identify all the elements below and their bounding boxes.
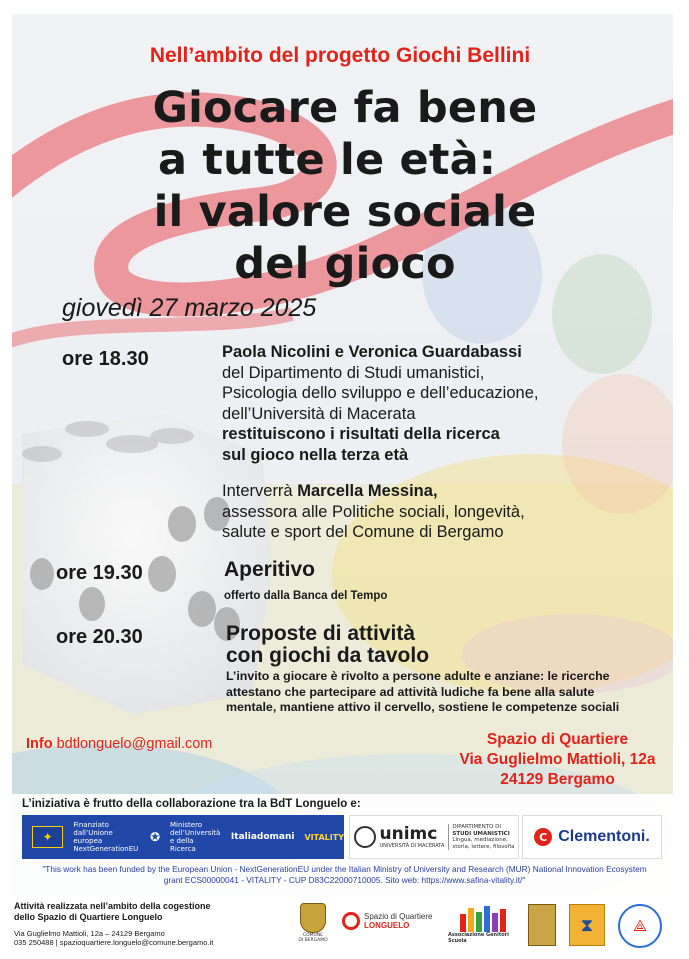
description-line: attestano che partecipare ad attività ludiche fa bene alla salute	[226, 684, 595, 699]
italy-emblem-icon: ✪	[149, 830, 161, 844]
affiliation-line: del Dipartimento di Studi umanistici,	[222, 363, 485, 382]
event-time-1830: ore 18.30	[62, 348, 149, 370]
title-line: del gioco	[234, 239, 456, 289]
dept-line: Lingua, mediazione,	[452, 837, 508, 843]
eu-text-line: dall’Unione europea	[73, 829, 113, 845]
hourglass-logo-icon: ⧗	[569, 904, 605, 946]
description-line: L’invito a giocare è rivolto a persone adulte e anziane: le ricerche	[226, 669, 610, 683]
footer-credits	[14, 901, 274, 947]
description-line: mentale, mantiene attivo il cervello, sostiene le competenze sociali	[226, 700, 620, 714]
funding-line: "This work has been funded by the European Union - NextGenerationEU under the Italian Ministry of University and Research (MUR) National Innovation Ecosystem	[42, 864, 647, 874]
intervention-name: Marcella Messina,	[297, 482, 438, 500]
event-time-1930: ore 19.30	[56, 562, 143, 584]
sdq-line: LONGUELO	[364, 921, 410, 930]
aperitivo-note: offerto dalla Banca del Tempo	[224, 590, 388, 602]
intervention-line: assessora alle Politiche sociali, longevità,	[222, 502, 525, 521]
ministry-text-line: Ministero	[170, 821, 203, 829]
affiliation-line: Psicologia dello sviluppo e dell’educazione,	[222, 384, 539, 402]
venue-line: Spazio di Quartiere	[486, 731, 629, 748]
unimc-wordmark	[379, 823, 445, 849]
dept-line: storia, lettere, filosofia	[452, 843, 515, 850]
assoc-text: Associazione Genitori Scuola	[448, 932, 509, 944]
clementoni-icon: C	[534, 828, 552, 846]
info-label: Info	[26, 736, 53, 752]
unimc-sub: UNIVERSITÀ DI MACERATA	[379, 842, 445, 849]
clementoni-text: Clementoni.	[558, 828, 650, 845]
event-1-details	[222, 342, 642, 543]
coat-of-arms-icon	[300, 903, 326, 933]
ministry-text-line: e della Ricerca	[170, 837, 196, 853]
event-time-2030: ore 20.30	[56, 626, 143, 648]
activities-title-line: con giochi da tavolo	[226, 644, 430, 667]
italiadomani-logo: Italiadomani	[230, 832, 295, 842]
unimc-seal-icon	[354, 826, 376, 848]
project-subtitle: Nell’ambito del progetto Giochi Bellini	[149, 44, 531, 67]
sdq-line: Spazio di Quartiere	[364, 912, 433, 921]
vitality-logo: VITALITY	[304, 832, 344, 842]
community-badge-icon: ⟁	[618, 904, 662, 948]
dept-text	[448, 824, 514, 850]
eu-flag-icon: ✦	[32, 826, 63, 848]
activities-description	[226, 669, 666, 716]
footer-bold-line: Attività realizzata nell’ambito della cogestione	[14, 901, 211, 911]
unimc-text: unimc	[379, 823, 438, 844]
dept-line: DIPARTIMENTO DI	[452, 824, 501, 830]
intervention-prefix: Interverrà	[222, 482, 298, 500]
book-logo-icon	[528, 904, 556, 946]
comune-line: COMUNE	[302, 933, 324, 938]
eu-text-line: NextGenerationEU	[73, 845, 139, 853]
title-line: a tutte le età:	[158, 135, 497, 185]
page-title	[110, 82, 580, 290]
comune-text	[298, 933, 327, 943]
event-date: giovedì 27 marzo 2025	[62, 294, 317, 322]
funding-line: grant ECS00000041 - VITALITY - CUP D83C22000710005. Sito web: https://www.safina-vitality.it/"	[163, 875, 526, 885]
spazio-quartiere-logo	[342, 912, 432, 930]
venue-line: Via Guglielmo Mattioli, 12a	[459, 751, 656, 768]
pencils-icon	[460, 906, 506, 932]
title-line: il valore sociale	[153, 187, 537, 237]
title-line: Giocare fa bene	[152, 83, 538, 133]
eu-text	[73, 821, 140, 853]
ministry-text-line: dell’Università	[170, 829, 221, 837]
collaboration-text: L’iniziativa è frutto della collaborazione tra la BdT Longuelo e:	[22, 798, 361, 810]
speakers: Paola Nicolini e Veronica Guardabassi	[222, 343, 522, 361]
intervention-line: salute e sport del Comune di Bergamo	[222, 523, 504, 541]
eu-funding-logos	[22, 815, 344, 859]
unimc-logo	[349, 815, 519, 859]
dept-line: STUDI UMANISTICI	[452, 830, 510, 837]
venue-line: 24129 Bergamo	[500, 771, 615, 788]
associazione-genitori-logo	[448, 906, 518, 948]
info-email[interactable]: bdtlonguelo@gmail.com	[56, 736, 213, 752]
sdq-ring-icon	[342, 912, 360, 930]
footer-small-line: 035 250488 | spazioquartiere.longuelo@comune.bergamo.it	[14, 938, 214, 947]
comune-line: DI BERGAMO	[298, 938, 328, 943]
intervention	[222, 481, 642, 502]
clementoni-logo	[522, 815, 662, 859]
comune-bergamo-logo	[296, 903, 330, 949]
funding-statement	[22, 864, 667, 886]
eu-text-line: Finanziato	[73, 821, 109, 829]
venue-address	[430, 730, 685, 790]
activities-title	[226, 623, 429, 667]
result-line: restituiscono i risultati della ricerca	[222, 425, 500, 443]
ministry-text	[170, 821, 221, 853]
activities-title-line: Proposte di attività	[226, 622, 416, 645]
result-line: sul gioco nella terza età	[222, 445, 409, 464]
aperitivo-title: Aperitivo	[224, 558, 316, 581]
affiliation-line: dell’Università di Macerata	[222, 404, 416, 423]
sdq-text	[364, 912, 432, 930]
footer-bold-line: dello Spazio di Quartiere Longuelo	[14, 912, 163, 922]
footer-small-line: Via Guglielmo Mattioli, 12a – 24129 Bergamo	[14, 929, 165, 938]
info-line	[26, 736, 212, 752]
